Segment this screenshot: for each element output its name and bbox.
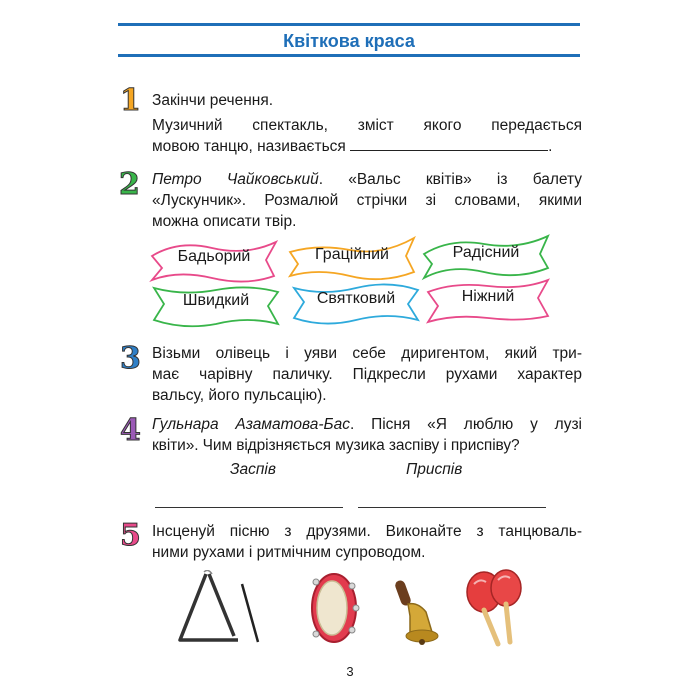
task-number-3: 3 bbox=[120, 341, 141, 376]
header-rule-bottom bbox=[118, 54, 580, 57]
column-label-pryspiv: Приспів bbox=[406, 461, 463, 478]
task-3-line2: має чарівну паличку. Підкресли рухами характер bbox=[152, 366, 582, 383]
task-2-line1 bbox=[152, 169, 582, 191]
task-number-4: 4 bbox=[120, 413, 141, 448]
task-4-author: Гульнара Азаматова-Бас bbox=[152, 416, 350, 433]
task-3-line3: вальсу, його пульсацію). bbox=[152, 387, 327, 404]
maracas-icon bbox=[460, 568, 530, 648]
tambourine-icon bbox=[302, 570, 366, 646]
page-number: 3 bbox=[346, 664, 354, 679]
hand-bell-icon bbox=[392, 572, 452, 646]
triangle-icon bbox=[176, 570, 264, 646]
task-5-line1: Інсценуй пісню з друзями. Виконайте з танцюваль- bbox=[152, 523, 582, 540]
ribbon-label: Радісний bbox=[452, 244, 520, 261]
task-5-line2: ними рухами і ритмічним супроводом. bbox=[152, 544, 426, 561]
task-number-2: 2 bbox=[119, 167, 140, 202]
ribbon-label: Швидкий bbox=[182, 292, 250, 309]
task-4-line2: квіти». Чим відрізняється музика заспіву і приспіву? bbox=[152, 437, 520, 454]
page-title: Квіткова краса bbox=[283, 31, 415, 51]
ribbon-label: Бадьорий bbox=[177, 248, 251, 265]
task-3-line1: Візьми олівець і уяви себе диригентом, який три- bbox=[152, 345, 582, 362]
task-2-line2: «Лускунчик». Розмалюй стрічки зі словами, якими bbox=[152, 192, 582, 209]
task-2-author: Петро Чайковський bbox=[152, 171, 319, 188]
task-1-instruction: Закінчи речення. bbox=[152, 92, 274, 109]
answer-line-zaspiv[interactable] bbox=[155, 507, 343, 508]
task-4-line1 bbox=[152, 414, 582, 436]
task-1-line3-text: мовою танцю, називається bbox=[152, 138, 346, 155]
task-2-line1-rest: . «Вальс квітів» із балету bbox=[318, 171, 583, 188]
task-1-line3-end: . bbox=[548, 138, 553, 155]
ribbon-nizhnyi[interactable] bbox=[424, 276, 552, 326]
task-4-line1-rest: . Пісня «Я люблю у лузі bbox=[350, 416, 582, 433]
ribbon-badoryi[interactable] bbox=[148, 236, 280, 286]
task-1-line3 bbox=[152, 136, 582, 158]
ribbon-label: Граційний bbox=[315, 246, 389, 263]
ribbon-shvydkyi[interactable] bbox=[150, 280, 282, 330]
answer-line-pryspiv[interactable] bbox=[358, 507, 546, 508]
ribbon-label: Ніжний bbox=[461, 288, 515, 305]
ribbon-radisnyi[interactable] bbox=[420, 232, 552, 282]
ribbon-gratsiinyi[interactable] bbox=[286, 234, 418, 284]
task-2-line3: можна описати твір. bbox=[152, 213, 297, 230]
task-number-1: 1 bbox=[120, 83, 141, 118]
ribbon-label: Святковий bbox=[316, 290, 396, 307]
column-label-zaspiv: Заспів bbox=[230, 461, 276, 478]
ribbon-sviatkovyi[interactable] bbox=[290, 278, 422, 328]
task-number-5: 5 bbox=[120, 518, 141, 553]
task-1-answer-blank[interactable] bbox=[350, 136, 548, 151]
header-rule-top bbox=[118, 23, 580, 26]
task-1-line2: Музичний спектакль, зміст якого передається bbox=[152, 117, 582, 134]
